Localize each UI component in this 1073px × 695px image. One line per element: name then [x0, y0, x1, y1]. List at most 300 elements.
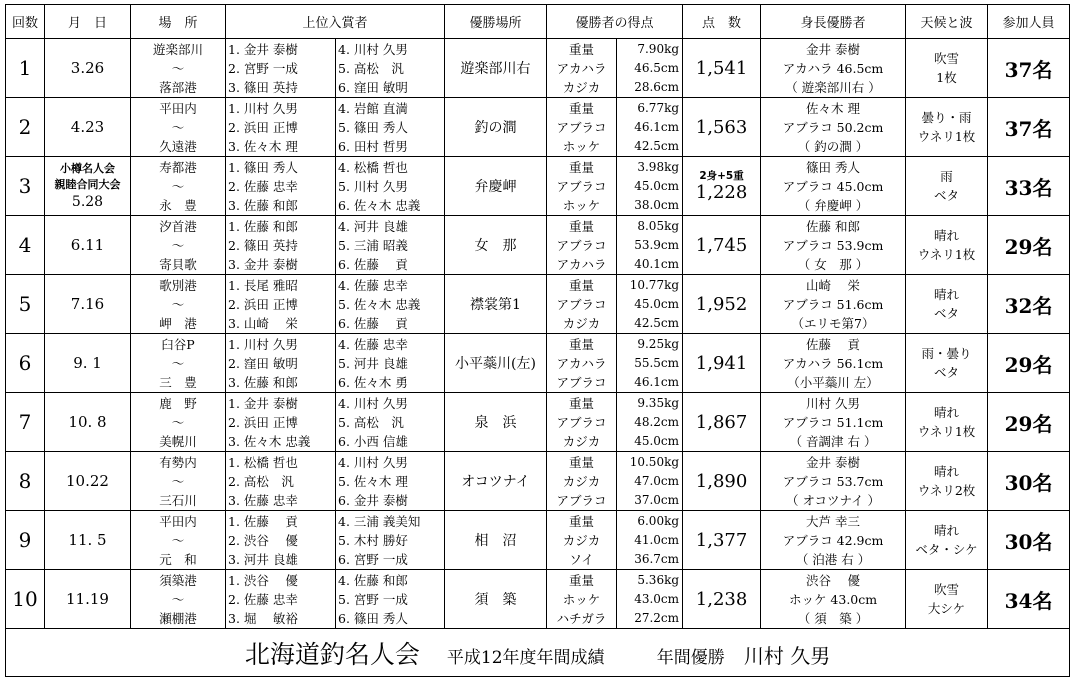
participant-count: 37名: [988, 39, 1070, 98]
length-winner: [761, 39, 906, 98]
points-cell: [683, 39, 761, 98]
place-line: ～: [171, 296, 185, 312]
weather-cell: [906, 393, 988, 452]
placer-entry: 2. 窪田 敏明: [228, 355, 298, 371]
points-value: 1,541: [695, 57, 748, 79]
winner-line: アブラコ 53.7cm: [782, 473, 884, 489]
placer-entry: 4. 岩館 直満: [338, 100, 408, 116]
placer-entry: 4. 佐藤 和郎: [338, 572, 408, 588]
place-cell: [131, 275, 226, 334]
winner-line: アカハラ 46.5cm: [782, 60, 884, 76]
winner-line: （ 女 那 ）: [797, 256, 869, 272]
catch-values: [617, 511, 683, 570]
participant-count: 34名: [988, 570, 1070, 629]
placer-entry: 5. 高松 汎: [338, 60, 404, 76]
points-value: 1,745: [695, 234, 748, 256]
table-row: [6, 334, 1070, 393]
win-location: 釣の澗: [445, 98, 547, 157]
placer-entry: 3. 佐藤 和郎: [228, 197, 298, 213]
weather-line: 吹雪: [934, 582, 960, 597]
place-line: ～: [171, 60, 185, 76]
catch-types: [547, 39, 617, 98]
catch-values: [617, 157, 683, 216]
placers-right: [336, 39, 445, 98]
place-cell: [131, 98, 226, 157]
weather-cell: [906, 452, 988, 511]
placer-entry: 5. 佐々木 理: [338, 473, 408, 489]
weather-cell: [906, 39, 988, 98]
placer-entry: 1. 佐藤 和郎: [228, 218, 298, 234]
catch-type: アブラコ: [556, 296, 607, 312]
place-line: ～: [171, 237, 185, 253]
length-winner: [761, 275, 906, 334]
placer-entry: 1. 金井 泰樹: [228, 41, 298, 57]
weather-cell: [906, 98, 988, 157]
points-cell: [683, 334, 761, 393]
place-line: 平田内: [159, 513, 197, 529]
header-row: [6, 5, 1070, 39]
winner-line: 川村 久男: [806, 395, 861, 411]
catch-type: アカハラ: [556, 60, 607, 76]
winner-line: 佐藤 貢: [806, 336, 861, 352]
placers-left: [226, 334, 336, 393]
weather-cell: [906, 275, 988, 334]
winner-line: 金井 泰樹: [806, 454, 861, 470]
catch-value: 6.77kg: [637, 100, 680, 115]
winner-line: （ オコツナイ ）: [785, 492, 881, 508]
round-number: 4: [6, 216, 45, 275]
place-line: 三石川: [159, 492, 197, 508]
length-winner: [761, 334, 906, 393]
placer-entry: 1. 川村 久男: [228, 100, 298, 116]
table-row: [6, 39, 1070, 98]
placers-right: [336, 157, 445, 216]
catch-value: 27.2cm: [634, 610, 680, 625]
placer-entry: 4. 川村 久男: [338, 395, 408, 411]
participant-count: 32名: [988, 275, 1070, 334]
points-value: 1,941: [695, 352, 748, 374]
catch-value: 8.05kg: [637, 218, 680, 233]
placers-right: [336, 511, 445, 570]
length-winner: [761, 393, 906, 452]
date-cell: 11. 5: [45, 511, 131, 570]
placer-entry: 5. 三浦 昭義: [338, 237, 408, 253]
place-line: 寿都港: [159, 159, 197, 175]
catch-type: ハチガラ: [556, 610, 607, 626]
placer-entry: 6. 田村 哲男: [338, 138, 408, 154]
round-number: 9: [6, 511, 45, 570]
header-placers: 上位入賞者: [226, 5, 445, 39]
date-cell: 10.22: [45, 452, 131, 511]
date-cell: [45, 157, 131, 216]
points-cell: [683, 98, 761, 157]
placers-left: [226, 157, 336, 216]
points-note: 2身+5重: [699, 169, 744, 182]
date-cell: 10. 8: [45, 393, 131, 452]
catch-value: 46.5cm: [634, 60, 680, 75]
weather-line: 晴れ: [934, 523, 960, 538]
catch-types: [547, 511, 617, 570]
catch-value: 5.36kg: [637, 572, 680, 587]
place-line: 汐首港: [159, 218, 197, 234]
date-cell: 9. 1: [45, 334, 131, 393]
catch-value: 41.0cm: [634, 532, 680, 547]
round-number: 6: [6, 334, 45, 393]
points-cell: [683, 452, 761, 511]
placers-left: [226, 216, 336, 275]
placer-entry: 6. 佐藤 貢: [338, 315, 408, 331]
catch-type: ホッケ: [562, 197, 601, 213]
catch-value: 45.0cm: [634, 296, 680, 311]
organization-name: 北海道釣名人会: [244, 639, 420, 669]
participant-count: 37名: [988, 98, 1070, 157]
catch-type: ホッケ: [562, 591, 601, 607]
placer-entry: 3. 佐藤 和郎: [228, 374, 298, 390]
place-line: ～: [171, 355, 185, 371]
points-value: 1,228: [695, 181, 748, 203]
catch-type: カジカ: [562, 532, 601, 548]
length-winner: [761, 570, 906, 629]
winner-line: （ 遊楽部川右 ）: [785, 79, 881, 95]
catch-value: 10.50kg: [629, 454, 680, 469]
catch-value: 10.77kg: [629, 277, 680, 292]
placer-entry: 1. 長尾 雅昭: [228, 277, 298, 293]
place-cell: [131, 452, 226, 511]
catch-type: アブラコ: [556, 374, 607, 390]
catch-type: カジカ: [562, 433, 601, 449]
placer-entry: 2. 浜田 正博: [228, 119, 298, 135]
catch-type: 重量: [569, 100, 595, 116]
weather-line: ウネリ1枚: [917, 247, 976, 262]
place-line: 岬 港: [159, 315, 197, 331]
placer-entry: 2. 佐藤 忠幸: [228, 591, 298, 607]
place-cell: [131, 157, 226, 216]
place-line: 平田内: [159, 100, 197, 116]
placer-entry: 5. 宮野 一成: [338, 591, 408, 607]
placers-right: [336, 216, 445, 275]
round-number: 1: [6, 39, 45, 98]
catch-values: [617, 452, 683, 511]
catch-value: 53.9cm: [634, 237, 680, 252]
placers-right: [336, 275, 445, 334]
place-line: 三 豊: [159, 374, 197, 390]
placers-right: [336, 334, 445, 393]
place-cell: [131, 511, 226, 570]
winner-line: （ 泊港 右 ）: [795, 551, 871, 567]
catch-type: 重量: [569, 513, 595, 529]
catch-type: 重量: [569, 218, 595, 234]
placers-left: [226, 452, 336, 511]
catch-value: 3.98kg: [637, 159, 680, 174]
points-cell: [683, 216, 761, 275]
winner-line: アブラコ 51.6cm: [782, 296, 884, 312]
place-line: ～: [171, 119, 185, 135]
placers-right: [336, 570, 445, 629]
points-value: 1,890: [695, 470, 748, 492]
catch-types: [547, 393, 617, 452]
length-winner: [761, 98, 906, 157]
round-number: 8: [6, 452, 45, 511]
placer-entry: 4. 河井 良雄: [338, 218, 408, 234]
header-place: 場 所: [131, 5, 226, 39]
points-value: 1,563: [695, 116, 748, 138]
placer-entry: 6. 窪田 敏明: [338, 79, 408, 95]
placer-entry: 1. 篠田 秀人: [228, 159, 298, 175]
weather-line: 晴れ: [934, 405, 960, 420]
catch-type: アブラコ: [556, 414, 607, 430]
place-cell: [131, 39, 226, 98]
placer-entry: 2. 佐藤 忠幸: [228, 178, 298, 194]
header-weather: 天候と波: [906, 5, 988, 39]
placer-entry: 1. 金井 泰樹: [228, 395, 298, 411]
date-value: 5.28: [71, 194, 104, 210]
date-cell: 3.26: [45, 39, 131, 98]
placer-entry: 1. 川村 久男: [228, 336, 298, 352]
participant-count: 29名: [988, 216, 1070, 275]
round-number: 10: [6, 570, 45, 629]
place-line: 落部港: [159, 79, 197, 95]
win-location: 須 築: [445, 570, 547, 629]
catch-value: 45.0cm: [634, 178, 680, 193]
weather-line: 晴れ: [934, 287, 960, 302]
weather-line: 雨: [940, 169, 953, 184]
participant-count: 29名: [988, 334, 1070, 393]
weather-line: ウネリ2枚: [917, 483, 976, 498]
winner-line: 山崎 栄: [806, 277, 861, 293]
catch-types: [547, 334, 617, 393]
catch-values: [617, 570, 683, 629]
weather-line: ベタ・シケ: [915, 542, 978, 557]
placer-entry: 1. 渋谷 優: [228, 572, 298, 588]
placer-entry: 5. 木村 勝好: [338, 532, 408, 548]
placer-entry: 3. 山崎 栄: [228, 315, 298, 331]
table-row: [6, 216, 1070, 275]
catch-type: 重量: [569, 41, 595, 57]
placer-entry: 2. 宮野 一成: [228, 60, 298, 76]
catch-type: 重量: [569, 159, 595, 175]
winner-line: アブラコ 45.0cm: [782, 178, 884, 194]
placer-entry: 4. 川村 久男: [338, 454, 408, 470]
catch-type: アブラコ: [556, 237, 607, 253]
catch-value: 46.1cm: [634, 374, 680, 389]
catch-value: 38.0cm: [634, 197, 680, 212]
weather-line: 晴れ: [934, 228, 960, 243]
winner-line: 金井 泰樹: [806, 41, 861, 57]
special-event-label: 親睦合同大会: [54, 178, 121, 191]
weather-line: 大シケ: [927, 601, 966, 616]
placers-left: [226, 39, 336, 98]
header-date: 月 日: [45, 5, 131, 39]
catch-values: [617, 98, 683, 157]
catch-types: [547, 98, 617, 157]
catch-value: 48.2cm: [634, 414, 680, 429]
points-cell: [683, 393, 761, 452]
place-line: 元 和: [159, 551, 197, 567]
winner-line: アブラコ 50.2cm: [782, 119, 884, 135]
catch-type: ソイ: [569, 551, 594, 567]
place-line: 鹿 野: [159, 395, 197, 411]
winner-line: 篠田 秀人: [806, 159, 861, 175]
catch-type: カジカ: [562, 473, 601, 489]
catch-type: アブラコ: [556, 492, 607, 508]
catch-type: 重量: [569, 277, 595, 293]
win-location: 弁慶岬: [445, 157, 547, 216]
win-location: 泉 浜: [445, 393, 547, 452]
header-win-catch: 優勝者の得点: [547, 5, 683, 39]
placer-entry: 5. 川村 久男: [338, 178, 408, 194]
placers-left: [226, 275, 336, 334]
win-location: オコツナイ: [445, 452, 547, 511]
catch-value: 47.0cm: [634, 473, 680, 488]
place-cell: [131, 216, 226, 275]
winner-line: アブラコ 42.9cm: [782, 532, 884, 548]
placer-entry: 4. 川村 久男: [338, 41, 408, 57]
weather-cell: [906, 334, 988, 393]
catch-value: 42.5cm: [634, 315, 680, 330]
placer-entry: 5. 河井 良雄: [338, 355, 408, 371]
placer-entry: 5. 篠田 秀人: [338, 119, 408, 135]
placer-entry: 2. 篠田 英持: [228, 237, 298, 253]
placer-entry: 6. 篠田 秀人: [338, 610, 408, 626]
catch-types: [547, 157, 617, 216]
catch-value: 7.90kg: [637, 41, 680, 56]
length-winner: [761, 157, 906, 216]
weather-cell: [906, 157, 988, 216]
catch-values: [617, 393, 683, 452]
place-cell: [131, 334, 226, 393]
table-row: [6, 157, 1070, 216]
place-cell: [131, 570, 226, 629]
placer-entry: 6. 佐々木 忠義: [338, 197, 421, 213]
weather-line: ウネリ1枚: [917, 424, 976, 439]
catch-type: アカハラ: [556, 355, 607, 371]
participant-count: 30名: [988, 511, 1070, 570]
place-line: 美幌川: [159, 433, 197, 449]
catch-values: [617, 275, 683, 334]
date-cell: 4.23: [45, 98, 131, 157]
catch-value: 40.1cm: [634, 256, 680, 271]
weather-line: ベタ: [934, 188, 960, 203]
results-table: [5, 4, 1070, 677]
place-line: 有勢内: [159, 454, 197, 470]
participant-count: 30名: [988, 452, 1070, 511]
length-winner: [761, 216, 906, 275]
placers-right: [336, 98, 445, 157]
placer-entry: 2. 浜田 正博: [228, 296, 298, 312]
points-value: 1,867: [695, 411, 748, 433]
winner-line: 佐藤 和郎: [806, 218, 861, 234]
place-line: 永 豊: [159, 197, 197, 213]
table-row: [6, 570, 1070, 629]
weather-line: ベタ: [934, 306, 960, 321]
points-cell: [683, 511, 761, 570]
placer-entry: 6. 小西 信雄: [338, 433, 408, 449]
win-location: 襟裳第1: [445, 275, 547, 334]
placer-entry: 3. 佐々木 忠義: [228, 433, 311, 449]
weather-line: 雨・曇り: [921, 346, 972, 361]
participant-count: 29名: [988, 393, 1070, 452]
header-win-location: 優勝場所: [445, 5, 547, 39]
catch-value: 43.0cm: [634, 591, 680, 606]
winner-line: ホッケ 43.0cm: [788, 591, 878, 607]
placer-entry: 5. 高松 汎: [338, 414, 404, 430]
catch-value: 42.5cm: [634, 138, 680, 153]
catch-type: 重量: [569, 395, 595, 411]
catch-value: 9.35kg: [637, 395, 680, 410]
place-cell: [131, 393, 226, 452]
catch-value: 28.6cm: [634, 79, 680, 94]
table-row: [6, 393, 1070, 452]
round-number: 7: [6, 393, 45, 452]
date-cell: 7.16: [45, 275, 131, 334]
placer-entry: 1. 松橋 哲也: [228, 454, 298, 470]
header-points: 点 数: [683, 5, 761, 39]
catch-types: [547, 570, 617, 629]
placers-right: [336, 393, 445, 452]
weather-cell: [906, 511, 988, 570]
winner-line: アブラコ 51.1cm: [782, 414, 884, 430]
winner-line: 大芦 幸三: [806, 513, 861, 529]
header-participants: 参加人員: [988, 5, 1070, 39]
winner-line: （ 音調津 右 ）: [789, 433, 877, 449]
place-line: 寄貝歌: [159, 256, 197, 272]
catch-values: [617, 334, 683, 393]
winner-line: アカハラ 56.1cm: [782, 355, 884, 371]
catch-type: アブラコ: [556, 119, 607, 135]
placer-entry: 3. 金井 泰樹: [228, 256, 298, 272]
winner-line: （エリモ第7）: [791, 315, 875, 331]
place-line: ～: [171, 532, 185, 548]
placer-entry: 4. 三浦 義美知: [338, 513, 421, 529]
date-cell: 6.11: [45, 216, 131, 275]
place-line: 歌別港: [159, 277, 197, 293]
catch-types: [547, 275, 617, 334]
win-location: 相 沼: [445, 511, 547, 570]
weather-line: 晴れ: [934, 464, 960, 479]
placers-left: [226, 570, 336, 629]
award-winner: 川村 久男: [743, 643, 831, 668]
winner-line: 佐々木 理: [806, 100, 861, 116]
special-event-label: 小樽名人会: [60, 162, 115, 175]
points-cell: [683, 570, 761, 629]
round-number: 3: [6, 157, 45, 216]
placer-entry: 3. 佐藤 忠幸: [228, 492, 298, 508]
catch-type: アカハラ: [556, 256, 607, 272]
table-row: [6, 275, 1070, 334]
results-body: [6, 39, 1070, 629]
weather-line: 1枚: [936, 70, 957, 85]
participant-count: 33名: [988, 157, 1070, 216]
catch-type: ホッケ: [562, 138, 601, 154]
footer-row: [6, 629, 1070, 677]
catch-value: 36.7cm: [634, 551, 680, 566]
placer-entry: 6. 佐藤 貢: [338, 256, 408, 272]
placer-entry: 4. 松橋 哲也: [338, 159, 408, 175]
placers-left: [226, 511, 336, 570]
place-line: 臼谷P: [161, 336, 195, 352]
placers-right: [336, 452, 445, 511]
points-value: 1,952: [695, 293, 748, 315]
catch-type: カジカ: [562, 315, 601, 331]
placer-entry: 6. 佐々木 勇: [338, 374, 408, 390]
catch-value: 6.00kg: [637, 513, 680, 528]
footer-cell: [6, 629, 1070, 677]
place-line: ～: [171, 178, 185, 194]
place-line: 瀬棚港: [159, 610, 197, 626]
placer-entry: 6. 金井 泰樹: [338, 492, 408, 508]
place-line: ～: [171, 473, 185, 489]
placers-left: [226, 98, 336, 157]
